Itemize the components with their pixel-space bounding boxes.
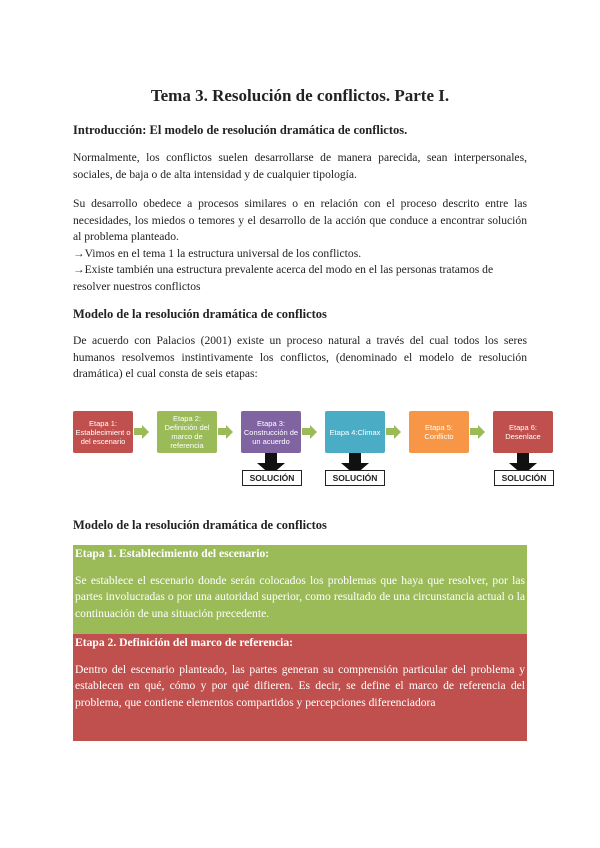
intro-paragraph-1: Normalmente, los conflictos suelen desarrollarse de manera parecida, sean interpersonales, sociales, de baja o de alta intensidad y de cualquier tipología.: [73, 151, 527, 181]
solution-label-1: SOLUCIÓN: [242, 470, 302, 486]
intro-paragraph-2-text: Su desarrollo obedece a procesos similares o en relación con el proceso descrito entre las necesidades, los miedos o temores y el desarrollo de la acción que conduce a encontrar solución al problema planteado.: [73, 197, 527, 243]
arrow-4-5-icon: [394, 425, 401, 439]
stage-2-description-box: [73, 634, 527, 741]
arrow-2-3-stem: [218, 428, 226, 435]
arrow-4-5-stem: [386, 428, 394, 435]
arrow-5-6-icon: [478, 425, 485, 439]
model-heading-2: Modelo de la resolución dramática de conflictos: [73, 518, 327, 532]
stage-1-description-heading: Etapa 1. Establecimiento del escenario:: [75, 547, 270, 560]
stage-4-box: Etapa 4:Climax: [325, 411, 385, 453]
page-title: Tema 3. Resolución de conflictos. Parte I.: [150, 86, 450, 105]
solution-label-3: SOLUCIÓN: [494, 470, 554, 486]
intro-heading: Introducción: El modelo de resolución dramática de conflictos.: [73, 123, 408, 137]
stage-2-description-text: Dentro del escenario planteado, las partes generan su comprensión particular del problema y establecen en qué, cómo y por qué difieren. Es decir, se define el marco de referencia del problema, que contiene elementos compartidos y percepciones diferenciadora: [75, 662, 525, 709]
stage-5-box: Etapa 5: Conflicto: [409, 411, 469, 453]
stage-6-box: Etapa 6: Desenlace: [493, 411, 553, 453]
stage-1-description-box: [73, 545, 527, 634]
model-paragraph: De acuerdo con Palacios (2001) existe un proceso natural a través del cual todos los seres humanos resolvemos instintivamente los conflictos, (denominado el modelo de resolución dramática) el cual consta de seis etapas:: [73, 334, 527, 380]
intro-bullet-1: →Vimos en el tema 1 la estructura universal de los conflictos.: [73, 246, 362, 260]
arrow-3-4-icon: [310, 425, 317, 439]
stage-1-box: Etapa 1: Establecimient o del escenario: [73, 411, 133, 453]
stage-2-description-heading: Etapa 2. Definición del marco de referencia:: [75, 636, 293, 649]
stage-1-description-text: Se establece el escenario donde serán colocados los problemas que haya que resolver, por las partes involucradas o por una autoridad superior, como resultado de una circunstancia actual o la continuación de una situación precedente.: [75, 573, 525, 620]
arrow-2-3-icon: [226, 425, 233, 439]
arrow-5-6-stem: [470, 428, 478, 435]
intro-bullet-2: →Existe también una estructura prevalente acerca del modo en el las personas tratamos de resolver nuestros conflictos: [73, 263, 494, 293]
stage-2-box: Etapa 2: Definición del marco de referencia: [157, 411, 217, 453]
arrow-3-4-stem: [302, 428, 310, 435]
model-heading: Modelo de la resolución dramática de conflictos: [73, 307, 327, 321]
stage-3-box: Etapa 3: Construcción de un acuerdo: [241, 411, 301, 453]
solution-label-2: SOLUCIÓN: [325, 470, 385, 486]
intro-paragraph-2: [73, 196, 527, 295]
arrow-1-2-stem: [134, 428, 142, 435]
arrow-1-2-icon: [142, 425, 149, 439]
